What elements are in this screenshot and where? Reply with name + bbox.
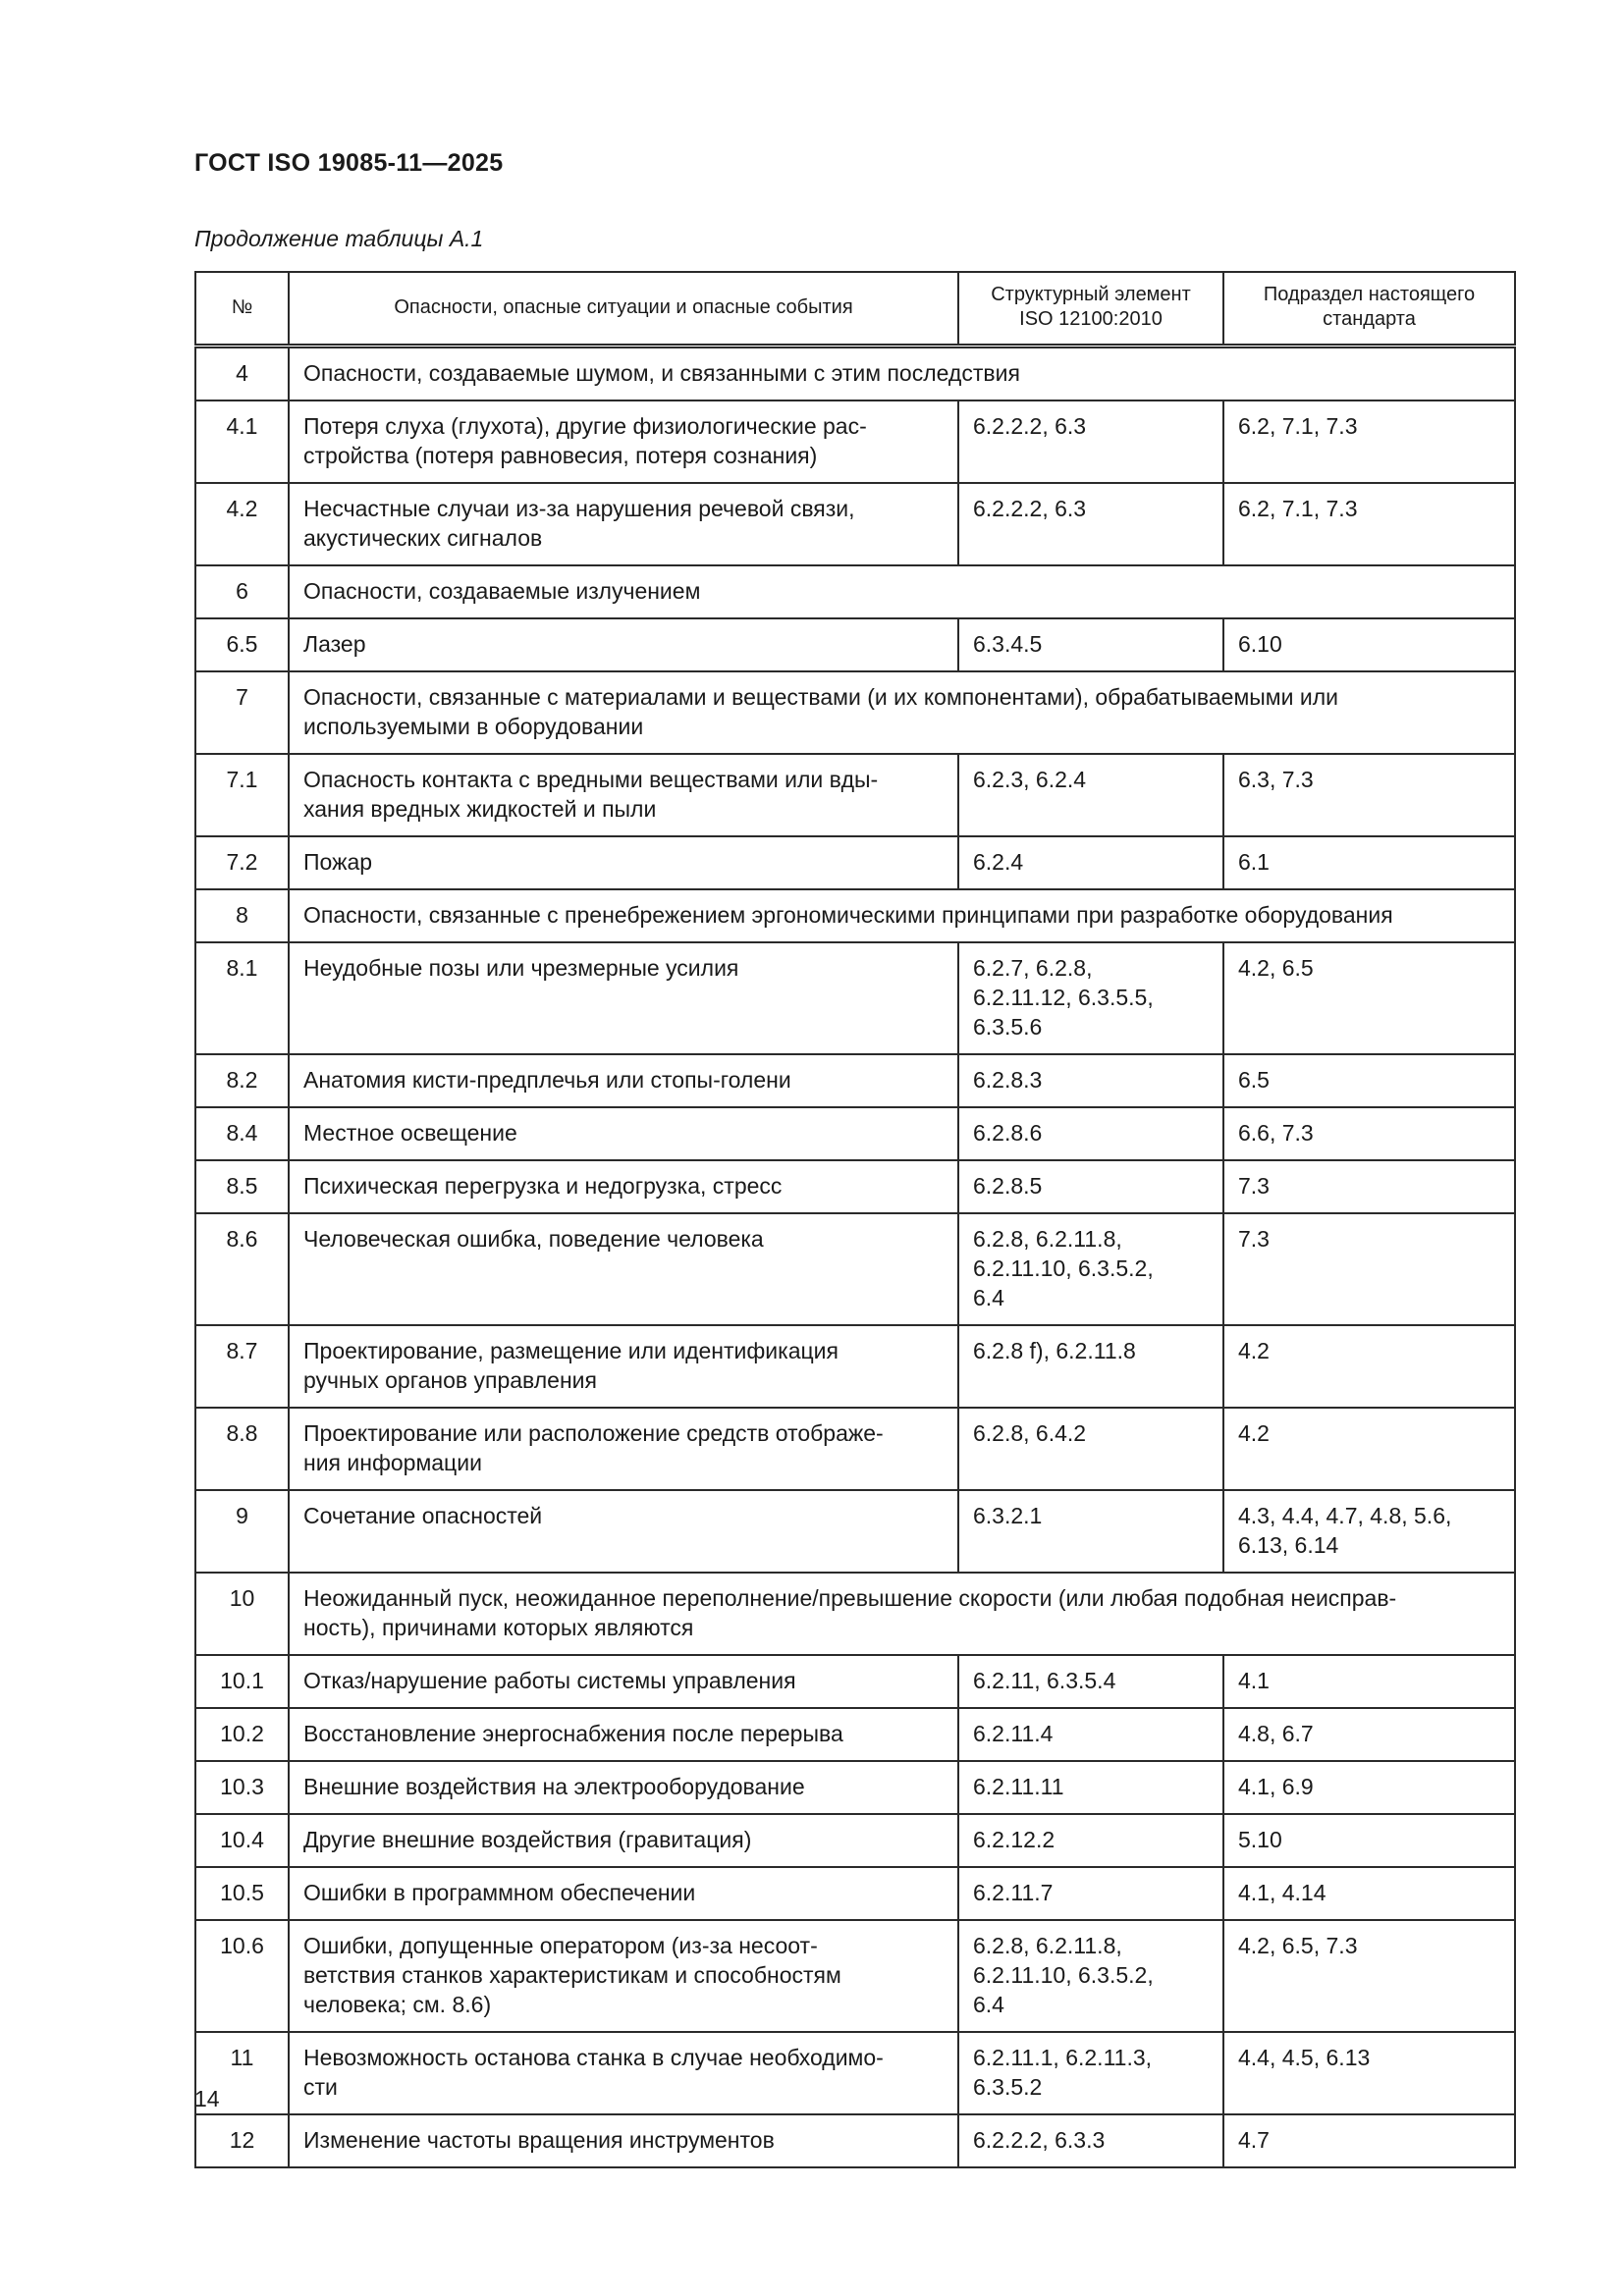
iso-element-cell: 6.3.2.1 xyxy=(958,1490,1223,1573)
iso-element-cell: 6.2.8, 6.2.11.8, 6.2.11.10, 6.3.5.2, 6.4 xyxy=(958,1920,1223,2032)
hazard-cell: Проектирование или расположение средств отображе- ния информации xyxy=(289,1408,958,1490)
iso-element-cell: 6.2.8.5 xyxy=(958,1160,1223,1213)
iso-element-cell: 6.2.12.2 xyxy=(958,1814,1223,1867)
hazard-cell: Лазер xyxy=(289,618,958,671)
table-row xyxy=(195,1920,1515,2032)
hazard-cell: Внешние воздействия на электрооборудование xyxy=(289,1761,958,1814)
row-number-cell: 10.3 xyxy=(195,1761,289,1814)
iso-element-cell: 6.2.11.7 xyxy=(958,1867,1223,1920)
row-number-cell: 8.4 xyxy=(195,1107,289,1160)
table-row xyxy=(195,1708,1515,1761)
row-number-cell: 10.5 xyxy=(195,1867,289,1920)
iso-element-cell: 6.2.4 xyxy=(958,836,1223,889)
hazard-cell: Опасность контакта с вредными веществами или вды- хания вредных жидкостей и пыли xyxy=(289,754,958,836)
row-number-cell: 8.5 xyxy=(195,1160,289,1213)
hazard-cell: Невозможность останова станка в случае необходимо- сти xyxy=(289,2032,958,2114)
table-row xyxy=(195,1655,1515,1708)
table-row xyxy=(195,836,1515,889)
hazard-cell: Ошибки, допущенные оператором (из-за несоот- ветствия станков характеристикам и способностям человека; см. 8.6) xyxy=(289,1920,958,2032)
subclause-cell: 7.3 xyxy=(1223,1213,1515,1325)
hazard-cell: Сочетание опасностей xyxy=(289,1490,958,1573)
iso-element-cell: 6.2.2.2, 6.3.3 xyxy=(958,2114,1223,2167)
hazard-cell: Восстановление энергоснабжения после перерыва xyxy=(289,1708,958,1761)
table-group-row xyxy=(195,889,1515,942)
row-number-cell: 6.5 xyxy=(195,618,289,671)
group-hazard-cell: Неожиданный пуск, неожиданное переполнение/превышение скорости (или любая подобная неисправ- ность), причинами которых являются xyxy=(289,1573,1515,1655)
subclause-cell: 4.4, 4.5, 6.13 xyxy=(1223,2032,1515,2114)
row-number-cell: 7.1 xyxy=(195,754,289,836)
iso-element-cell: 6.2.8 f), 6.2.11.8 xyxy=(958,1325,1223,1408)
row-number-cell: 8.7 xyxy=(195,1325,289,1408)
subclause-cell: 5.10 xyxy=(1223,1814,1515,1867)
table-row xyxy=(195,1814,1515,1867)
subclause-cell: 4.8, 6.7 xyxy=(1223,1708,1515,1761)
iso-element-cell: 6.2.3, 6.2.4 xyxy=(958,754,1223,836)
iso-element-cell: 6.2.2.2, 6.3 xyxy=(958,483,1223,565)
group-hazard-cell: Опасности, связанные с пренебрежением эргономическими принципами при разработке оборудования xyxy=(289,889,1515,942)
row-number-cell: 10.1 xyxy=(195,1655,289,1708)
table-row xyxy=(195,400,1515,483)
column-header-hazard: Опасности, опасные ситуации и опасные события xyxy=(289,272,958,347)
hazard-cell: Человеческая ошибка, поведение человека xyxy=(289,1213,958,1325)
table-row xyxy=(195,1160,1515,1213)
subclause-cell: 4.1 xyxy=(1223,1655,1515,1708)
hazard-cell: Ошибки в программном обеспечении xyxy=(289,1867,958,1920)
hazard-cell: Неудобные позы или чрезмерные усилия xyxy=(289,942,958,1054)
iso-element-cell: 6.2.11.1, 6.2.11.3, 6.3.5.2 xyxy=(958,2032,1223,2114)
row-number-cell: 9 xyxy=(195,1490,289,1573)
table-row xyxy=(195,2032,1515,2114)
iso-element-cell: 6.2.2.2, 6.3 xyxy=(958,400,1223,483)
row-number-cell: 7.2 xyxy=(195,836,289,889)
row-number-cell: 4.1 xyxy=(195,400,289,483)
subclause-cell: 4.3, 4.4, 4.7, 4.8, 5.6, 6.13, 6.14 xyxy=(1223,1490,1515,1573)
hazard-cell: Психическая перегрузка и недогрузка, стресс xyxy=(289,1160,958,1213)
table-row xyxy=(195,1408,1515,1490)
table-group-row xyxy=(195,671,1515,754)
table-caption: Продолжение таблицы А.1 xyxy=(194,226,484,251)
subclause-cell: 7.3 xyxy=(1223,1160,1515,1213)
table-row xyxy=(195,1054,1515,1107)
table-row xyxy=(195,754,1515,836)
table-row xyxy=(195,483,1515,565)
table-row xyxy=(195,2114,1515,2167)
iso-element-cell: 6.2.11.4 xyxy=(958,1708,1223,1761)
group-hazard-cell: Опасности, связанные с материалами и веществами (и их компонентами), обрабатываемыми или используемыми в оборудовании xyxy=(289,671,1515,754)
table-row xyxy=(195,1213,1515,1325)
hazard-cell: Пожар xyxy=(289,836,958,889)
row-number-cell: 7 xyxy=(195,671,289,754)
hazard-cell: Другие внешние воздействия (гравитация) xyxy=(289,1814,958,1867)
row-number-cell: 8.1 xyxy=(195,942,289,1054)
group-hazard-cell: Опасности, создаваемые шумом, и связанными с этим последствия xyxy=(289,347,1515,401)
column-header-iso-element: Структурный элемент ISO 12100:2010 xyxy=(958,272,1223,347)
subclause-cell: 4.1, 4.14 xyxy=(1223,1867,1515,1920)
row-number-cell: 11 xyxy=(195,2032,289,2114)
table-row xyxy=(195,942,1515,1054)
subclause-cell: 6.3, 7.3 xyxy=(1223,754,1515,836)
iso-element-cell: 6.2.8.6 xyxy=(958,1107,1223,1160)
hazard-cell: Потеря слуха (глухота), другие физиологические рас- стройства (потеря равновесия, потеря сознания) xyxy=(289,400,958,483)
hazard-cell: Анатомия кисти-предплечья или стопы-голени xyxy=(289,1054,958,1107)
table-row xyxy=(195,1867,1515,1920)
table-row xyxy=(195,1107,1515,1160)
hazard-cell: Проектирование, размещение или идентификация ручных органов управления xyxy=(289,1325,958,1408)
row-number-cell: 8 xyxy=(195,889,289,942)
subclause-cell: 6.1 xyxy=(1223,836,1515,889)
row-number-cell: 10.4 xyxy=(195,1814,289,1867)
subclause-cell: 6.6, 7.3 xyxy=(1223,1107,1515,1160)
iso-element-cell: 6.2.8, 6.2.11.8, 6.2.11.10, 6.3.5.2, 6.4 xyxy=(958,1213,1223,1325)
table-row xyxy=(195,618,1515,671)
row-number-cell: 8.2 xyxy=(195,1054,289,1107)
hazards-table xyxy=(194,271,1516,2168)
row-number-cell: 10 xyxy=(195,1573,289,1655)
table-row xyxy=(195,1761,1515,1814)
subclause-cell: 4.2, 6.5 xyxy=(1223,942,1515,1054)
iso-element-cell: 6.2.8.3 xyxy=(958,1054,1223,1107)
row-number-cell: 10.6 xyxy=(195,1920,289,2032)
iso-element-cell: 6.2.11.11 xyxy=(958,1761,1223,1814)
row-number-cell: 10.2 xyxy=(195,1708,289,1761)
subclause-cell: 4.2 xyxy=(1223,1408,1515,1490)
subclause-cell: 6.10 xyxy=(1223,618,1515,671)
row-number-cell: 8.8 xyxy=(195,1408,289,1490)
hazard-cell: Отказ/нарушение работы системы управления xyxy=(289,1655,958,1708)
table-group-row xyxy=(195,1573,1515,1655)
iso-element-cell: 6.2.7, 6.2.8, 6.2.11.12, 6.3.5.5, 6.3.5.6 xyxy=(958,942,1223,1054)
page-number: 14 xyxy=(194,2086,220,2111)
table-row xyxy=(195,1490,1515,1573)
table-group-row xyxy=(195,347,1515,401)
row-number-cell: 8.6 xyxy=(195,1213,289,1325)
table-row xyxy=(195,1325,1515,1408)
iso-element-cell: 6.3.4.5 xyxy=(958,618,1223,671)
subclause-cell: 6.2, 7.1, 7.3 xyxy=(1223,483,1515,565)
row-number-cell: 6 xyxy=(195,565,289,618)
column-header-subclause: Подраздел настоящего стандарта xyxy=(1223,272,1515,347)
iso-element-cell: 6.2.8, 6.4.2 xyxy=(958,1408,1223,1490)
subclause-cell: 4.2 xyxy=(1223,1325,1515,1408)
column-header-number: № xyxy=(195,272,289,347)
table-body xyxy=(195,347,1515,2168)
row-number-cell: 12 xyxy=(195,2114,289,2167)
subclause-cell: 4.1, 6.9 xyxy=(1223,1761,1515,1814)
hazard-cell: Несчастные случаи из-за нарушения речевой связи, акустических сигналов xyxy=(289,483,958,565)
group-hazard-cell: Опасности, создаваемые излучением xyxy=(289,565,1515,618)
iso-element-cell: 6.2.11, 6.3.5.4 xyxy=(958,1655,1223,1708)
hazard-cell: Местное освещение xyxy=(289,1107,958,1160)
row-number-cell: 4 xyxy=(195,347,289,401)
table-group-row xyxy=(195,565,1515,618)
subclause-cell: 4.2, 6.5, 7.3 xyxy=(1223,1920,1515,2032)
hazard-cell: Изменение частоты вращения инструментов xyxy=(289,2114,958,2167)
document-title: ГОСТ ISO 19085-11—2025 xyxy=(194,149,504,177)
subclause-cell: 6.2, 7.1, 7.3 xyxy=(1223,400,1515,483)
table-header-row xyxy=(195,272,1515,347)
row-number-cell: 4.2 xyxy=(195,483,289,565)
subclause-cell: 6.5 xyxy=(1223,1054,1515,1107)
subclause-cell: 4.7 xyxy=(1223,2114,1515,2167)
